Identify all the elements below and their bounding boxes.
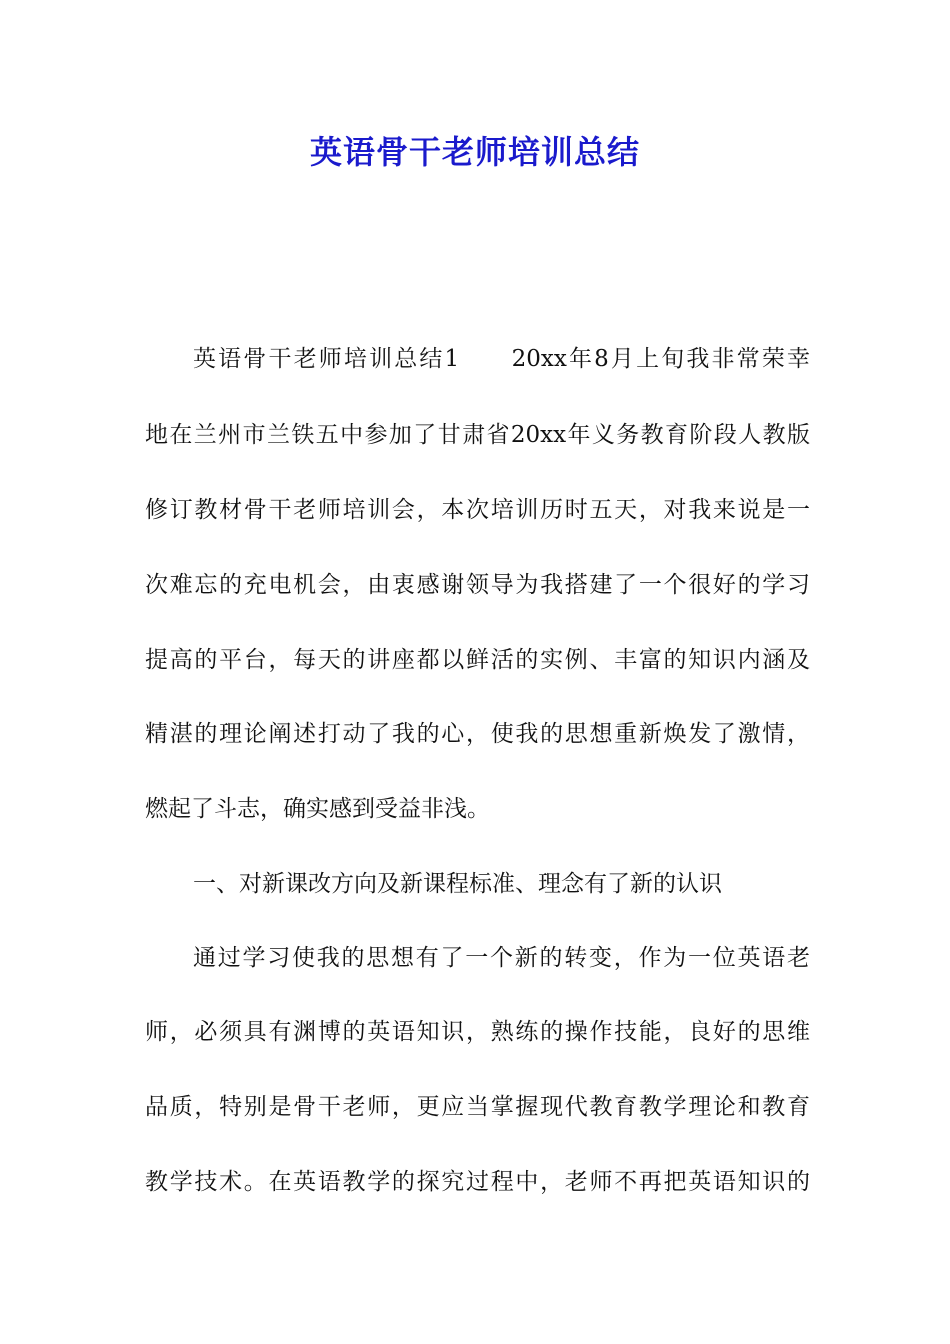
body-line: 修订教材骨干老师培训会，本次培训历时五天，对我来说是一 — [145, 497, 810, 523]
body-line: 精湛的理论阐述打动了我的心，使我的思想重新焕发了激情， — [145, 721, 810, 747]
body-line: 提高的平台，每天的讲座都以鲜活的实例、丰富的知识内涵及 — [145, 647, 810, 673]
body-line: 燃起了斗志，确实感到受益非浅。 — [145, 796, 490, 822]
document-title: 英语骨干老师培训总结 — [309, 133, 640, 171]
body-line: 品质，特别是骨干老师，更应当掌握现代教育教学理论和教育 — [145, 1094, 810, 1120]
body-line: 地在兰州市兰铁五中参加了甘肃省20xx年义务教育阶段人教版 — [145, 422, 810, 448]
body-line: 师，必须具有渊博的英语知识，熟练的操作技能，良好的思维 — [145, 1019, 810, 1045]
body-line: 次难忘的充电机会，由衷感谢领导为我搭建了一个很好的学习 — [145, 572, 810, 598]
body-line: 通过学习使我的思想有了一个新的转变，作为一位英语老 — [193, 945, 810, 971]
body-line: 教学技术。在英语教学的探究过程中，老师不再把英语知识的 — [145, 1169, 810, 1195]
body-line: 英语骨干老师培训总结1 20xx年8月上旬我非常荣幸 — [193, 346, 810, 372]
section-heading: 一、对新课改方向及新课程标准、理念有了新的认识 — [193, 871, 722, 897]
